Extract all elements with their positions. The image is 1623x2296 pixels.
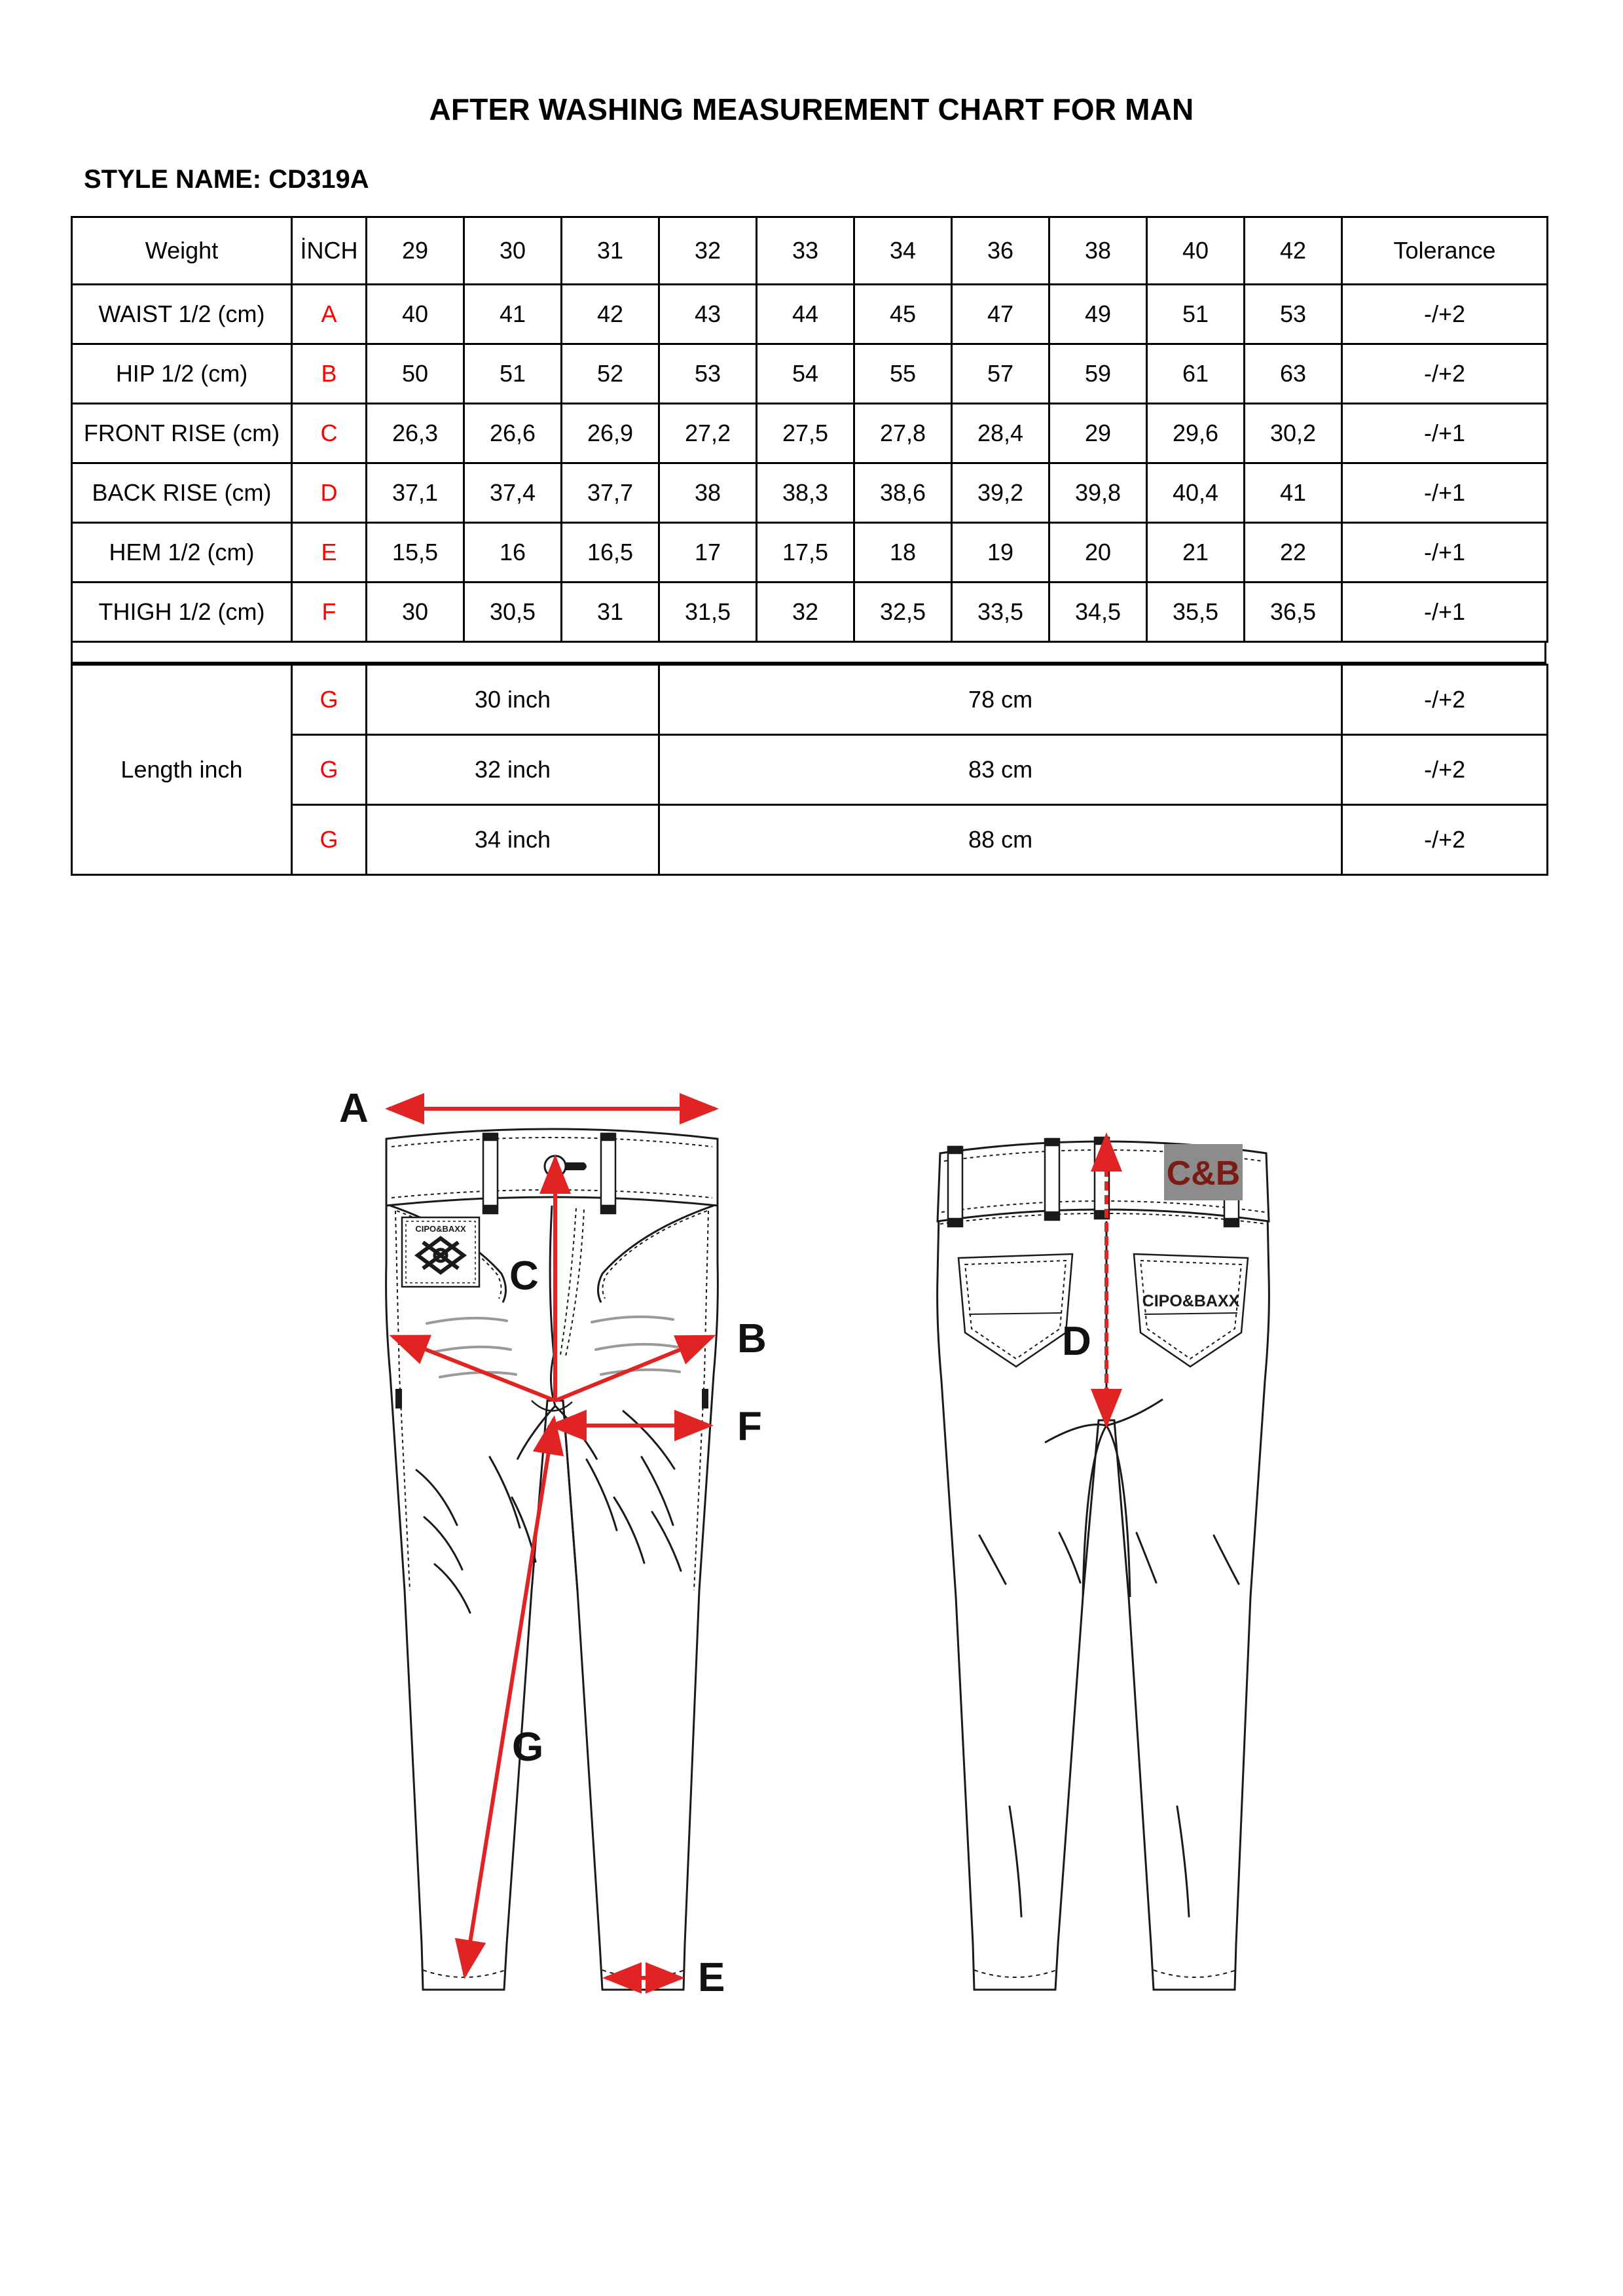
side-bartack-right [702, 1389, 708, 1408]
length-tolerance: -/+2 [1342, 805, 1548, 875]
row-code: D [292, 463, 367, 523]
cell-value: 50 [367, 344, 464, 404]
cell-value: 38,6 [854, 463, 952, 523]
header-size-40: 40 [1147, 217, 1245, 285]
cell-value: 49 [1049, 285, 1147, 344]
cell-value: 41 [1245, 463, 1342, 523]
cell-value: 43 [659, 285, 757, 344]
row-label: THIGH 1/2 (cm) [72, 583, 292, 642]
header-size-29: 29 [367, 217, 464, 285]
length-code: G [292, 735, 367, 805]
cell-value: 57 [952, 344, 1049, 404]
length-tolerance: -/+2 [1342, 735, 1548, 805]
front-jeans-illustration [339, 1086, 767, 2000]
length-section-title: Length inch [72, 665, 292, 875]
cell-value: 40,4 [1147, 463, 1245, 523]
front-label-E: E [698, 1955, 725, 2000]
front-pocket-logo-text: CIPO&BAXX [415, 1224, 466, 1234]
cell-value: 16 [464, 523, 562, 583]
cell-value: 27,8 [854, 404, 952, 463]
cell-value: 32,5 [854, 583, 952, 642]
cell-value: 29,6 [1147, 404, 1245, 463]
buttonhole-icon [566, 1162, 587, 1170]
row-code: F [292, 583, 367, 642]
cell-value: 41 [464, 285, 562, 344]
cell-value: 37,7 [562, 463, 659, 523]
cell-value: 28,4 [952, 404, 1049, 463]
table-row [72, 344, 1548, 404]
row-label: FRONT RISE (cm) [72, 404, 292, 463]
header-size-30: 30 [464, 217, 562, 285]
side-bartack-left [395, 1389, 402, 1408]
row-label: HEM 1/2 (cm) [72, 523, 292, 583]
front-label-B: B [737, 1316, 767, 1361]
back-jeans-illustration [938, 1136, 1269, 1990]
waistband-brand-patch [1164, 1144, 1243, 1200]
row-code: B [292, 344, 367, 404]
header-weight: Weight [72, 217, 292, 285]
cell-value: 30,2 [1245, 404, 1342, 463]
length-inch-value: 32 inch [367, 735, 659, 805]
length-code: G [292, 665, 367, 735]
cell-value: 15,5 [367, 523, 464, 583]
cell-value: 38 [659, 463, 757, 523]
header-tolerance: Tolerance [1342, 217, 1548, 285]
cell-value: 22 [1245, 523, 1342, 583]
table-row [72, 285, 1548, 344]
cell-value: 51 [464, 344, 562, 404]
length-row [72, 735, 1548, 805]
cell-value: 45 [854, 285, 952, 344]
cell-tolerance: -/+2 [1342, 285, 1548, 344]
cell-tolerance: -/+1 [1342, 523, 1548, 583]
cell-value: 32 [757, 583, 854, 642]
cell-value: 30 [367, 583, 464, 642]
cell-value: 47 [952, 285, 1049, 344]
cell-value: 26,9 [562, 404, 659, 463]
header-inch: İNCH [292, 217, 367, 285]
cell-value: 17,5 [757, 523, 854, 583]
cell-value: 27,2 [659, 404, 757, 463]
cell-value: 44 [757, 285, 854, 344]
cell-value: 20 [1049, 523, 1147, 583]
cell-value: 55 [854, 344, 952, 404]
length-cm-value: 78 cm [659, 665, 1342, 735]
cell-value: 39,2 [952, 463, 1049, 523]
cell-value: 31 [562, 583, 659, 642]
front-label-A: A [339, 1086, 369, 1131]
cell-tolerance: -/+1 [1342, 583, 1548, 642]
cell-value: 35,5 [1147, 583, 1245, 642]
front-label-F: F [737, 1404, 762, 1449]
cell-value: 30,5 [464, 583, 562, 642]
table-row [72, 583, 1548, 642]
cell-value: 37,4 [464, 463, 562, 523]
cell-value: 29 [1049, 404, 1147, 463]
cell-tolerance: -/+1 [1342, 463, 1548, 523]
length-code: G [292, 805, 367, 875]
row-code: E [292, 523, 367, 583]
front-label-C: C [509, 1253, 539, 1299]
cell-value: 26,6 [464, 404, 562, 463]
header-size-32: 32 [659, 217, 757, 285]
size-table [71, 216, 1548, 643]
measurement-chart [71, 216, 1546, 876]
length-cm-value: 88 cm [659, 805, 1342, 875]
cell-value: 42 [562, 285, 659, 344]
length-table [71, 664, 1548, 876]
table-row [72, 523, 1548, 583]
table-header-row [72, 217, 1548, 285]
cell-value: 37,1 [367, 463, 464, 523]
cell-value: 39,8 [1049, 463, 1147, 523]
cell-value: 59 [1049, 344, 1147, 404]
length-inch-value: 34 inch [367, 805, 659, 875]
cell-value: 38,3 [757, 463, 854, 523]
front-label-G: G [512, 1725, 544, 1770]
table-row [72, 404, 1548, 463]
row-label: WAIST 1/2 (cm) [72, 285, 292, 344]
cell-value: 36,5 [1245, 583, 1342, 642]
header-size-42: 42 [1245, 217, 1342, 285]
cell-value: 27,5 [757, 404, 854, 463]
cell-tolerance: -/+2 [1342, 344, 1548, 404]
cell-value: 40 [367, 285, 464, 344]
row-code: A [292, 285, 367, 344]
cell-value: 17 [659, 523, 757, 583]
length-row [72, 805, 1548, 875]
header-size-38: 38 [1049, 217, 1147, 285]
cell-value: 51 [1147, 285, 1245, 344]
length-tolerance: -/+2 [1342, 665, 1548, 735]
cell-value: 19 [952, 523, 1049, 583]
cell-value: 52 [562, 344, 659, 404]
table-spacer-row [71, 643, 1546, 664]
table-row [72, 463, 1548, 523]
row-code: C [292, 404, 367, 463]
header-size-34: 34 [854, 217, 952, 285]
cell-value: 26,3 [367, 404, 464, 463]
style-name: STYLE NAME: CD319A [84, 165, 369, 194]
header-size-36: 36 [952, 217, 1049, 285]
cell-value: 16,5 [562, 523, 659, 583]
cell-value: 54 [757, 344, 854, 404]
back-label-D: D [1062, 1319, 1091, 1364]
cell-tolerance: -/+1 [1342, 404, 1548, 463]
cell-value: 18 [854, 523, 952, 583]
cell-value: 63 [1245, 344, 1342, 404]
page-title: AFTER WASHING MEASUREMENT CHART FOR MAN [429, 92, 1194, 126]
header-size-31: 31 [562, 217, 659, 285]
cell-value: 34,5 [1049, 583, 1147, 642]
length-row [72, 665, 1548, 735]
waistband-patch-text: C&B [1166, 1155, 1241, 1193]
cell-value: 33,5 [952, 583, 1049, 642]
row-label: HIP 1/2 (cm) [72, 344, 292, 404]
cell-value: 31,5 [659, 583, 757, 642]
cell-value: 53 [659, 344, 757, 404]
length-cm-value: 83 cm [659, 735, 1342, 805]
coin-pocket-logo-patch [402, 1217, 479, 1287]
header-size-33: 33 [757, 217, 854, 285]
cell-value: 53 [1245, 285, 1342, 344]
back-pocket-logo-text: CIPO&BAXX [1142, 1292, 1240, 1310]
cell-value: 61 [1147, 344, 1245, 404]
technical-drawings [0, 1067, 1623, 2049]
cell-value: 21 [1147, 523, 1245, 583]
row-label: BACK RISE (cm) [72, 463, 292, 523]
length-inch-value: 30 inch [367, 665, 659, 735]
